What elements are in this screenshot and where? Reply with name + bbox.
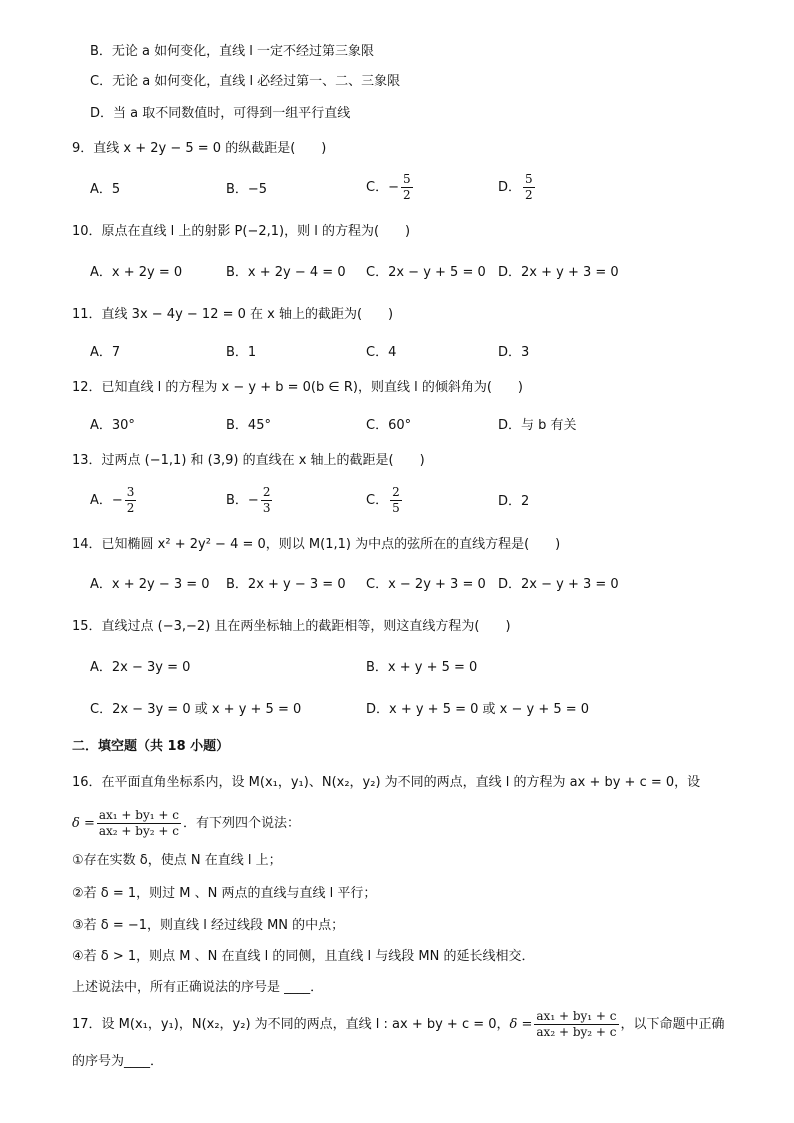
- q11-option-a: A．7: [90, 345, 121, 360]
- q13-option-c-fraction: [390, 485, 402, 516]
- q10-option-d: D．2x + y + 3 = 0: [498, 265, 619, 280]
- q16-delta-den: ax₂ + by₂ + c: [98, 824, 179, 838]
- q17-delta-den: ax₂ + by₂ + c: [536, 1025, 617, 1039]
- q13-b-den: 3: [262, 501, 271, 515]
- q11-stem: 11．直线 3x − 4y − 12 = 0 在 x 轴上的截距为( ): [72, 307, 394, 322]
- q13-option-a: [90, 485, 138, 516]
- q14-option-d: D．2x − y + 3 = 0: [498, 577, 619, 592]
- q17-delta-fraction: [534, 1009, 618, 1040]
- q13-a-num: 3: [126, 485, 135, 499]
- q10-stem: 10．原点在直线 l 上的射影 P(−2,1)，则 l 的方程为( ): [72, 224, 411, 239]
- q17-stem-a: 17．设 M(x₁，y₁)，N(x₂，y₂) 为不同的两点，直线 l : ax + by + c = 0，: [72, 1017, 510, 1032]
- q13-option-c: [366, 485, 404, 516]
- q9-stem: 9．直线 x + 2y − 5 = 0 的纵截距是( ): [72, 141, 327, 156]
- q17-stem: [72, 1009, 725, 1040]
- q9-option-a: A．5: [90, 182, 121, 197]
- q11-option-d: D．3: [498, 345, 530, 360]
- q16-statement-4: ④若 δ > 1，则点 M 、N 在直线 l 的同侧，且直线 l 与线段 MN 的延长线相交．: [72, 949, 535, 964]
- q9-option-c-label: C．−: [366, 180, 399, 195]
- q11-option-b: B．1: [226, 345, 257, 360]
- q15-option-b: B．x + y + 5 = 0: [366, 660, 478, 675]
- q8-option-c: C．无论 a 如何变化，直线 l 必经过第一、二、三象限: [90, 74, 401, 89]
- q12-option-d: D．与 b 有关: [498, 418, 577, 433]
- q13-a-den: 2: [126, 501, 135, 515]
- q10-option-a: A．x + 2y = 0: [90, 265, 183, 280]
- q16-delta-label: δ =: [72, 816, 95, 831]
- q13-option-a-fraction: [125, 485, 137, 516]
- q15-option-c: C．2x − 3y = 0 或 x + y + 5 = 0: [90, 702, 302, 717]
- q9-option-d-fraction: [523, 172, 535, 203]
- q16-statement-2: ②若 δ = 1，则过 M 、N 两点的直线与直线 l 平行；: [72, 886, 377, 901]
- q8-option-b: B．无论 a 如何变化，直线 l 一定不经过第三象限: [90, 44, 375, 59]
- q16-delta-def: [72, 808, 300, 839]
- q16-question: 上述说法中，所有正确说法的序号是 ____．: [72, 980, 324, 995]
- q12-option-a: A．30°: [90, 418, 135, 433]
- q13-option-b-fraction: [261, 485, 273, 516]
- q9-option-d-label: D．: [498, 180, 522, 195]
- q17-delta-num: ax₁ + by₁ + c: [536, 1009, 617, 1023]
- q12-stem: 12．已知直线 l 的方程为 x − y + b = 0(b ∈ R)，则直线 l 的倾斜角为( ): [72, 380, 523, 395]
- q9-option-d: [498, 172, 537, 203]
- q14-stem: 14．已知椭圆 x² + 2y² − 4 = 0，则以 M(1,1) 为中点的弦所在的直线方程是( ): [72, 537, 561, 552]
- q9-c-num: 5: [402, 172, 411, 186]
- q17-stem-b: ，以下命题中正确: [620, 1017, 725, 1032]
- q14-option-c: C．x − 2y + 3 = 0: [366, 577, 486, 592]
- q9-option-b: B．−5: [226, 182, 268, 197]
- q13-c-den: 5: [392, 501, 400, 515]
- q14-option-a: A．x + 2y − 3 = 0: [90, 577, 210, 592]
- q8-option-d: D．当 a 取不同数值时，可得到一组平行直线: [90, 106, 351, 121]
- q9-option-c: [366, 172, 415, 203]
- q13-option-c-label: C．: [366, 493, 389, 508]
- q16-delta-fraction: [97, 808, 181, 839]
- q15-stem: 15．直线过点 (−3,−2) 且在两坐标轴上的截距相等，则这直线方程为( ): [72, 619, 511, 634]
- q17-delta-label: δ =: [509, 1017, 533, 1032]
- q16-delta-num: ax₁ + by₁ + c: [98, 808, 179, 822]
- q13-b-num: 2: [262, 485, 271, 499]
- section-heading-fill-in: 二．填空题（共 18 小题）: [72, 739, 230, 754]
- q9-option-c-fraction: [401, 172, 413, 203]
- q16-after-delta: ．有下列四个说法：: [182, 816, 300, 831]
- q9-d-num: 5: [525, 172, 533, 186]
- q13-stem: 13．过两点 (−1,1) 和 (3,9) 的直线在 x 轴上的截距是( ): [72, 453, 425, 468]
- q9-c-den: 2: [402, 188, 411, 202]
- q15-option-a: A．2x − 3y = 0: [90, 660, 191, 675]
- q13-option-a-label: A．−: [90, 493, 123, 508]
- q14-option-b: B．2x + y − 3 = 0: [226, 577, 346, 592]
- q15-option-d: D．x + y + 5 = 0 或 x − y + 5 = 0: [366, 702, 590, 717]
- q10-option-c: C．2x − y + 5 = 0: [366, 265, 486, 280]
- q13-option-d: D．2: [498, 494, 530, 509]
- q13-option-b: [226, 485, 274, 516]
- q16-stem: 16．在平面直角坐标系内，设 M(x₁，y₁)、N(x₂，y₂) 为不同的两点，直线 l 的方程为 ax + by + c = 0，设: [72, 775, 701, 790]
- q12-option-b: B．45°: [226, 418, 271, 433]
- q17-stem-c: 的序号为____．: [72, 1054, 164, 1069]
- q11-option-c: C．4: [366, 345, 397, 360]
- q12-option-c: C．60°: [366, 418, 412, 433]
- q13-option-b-label: B．−: [226, 493, 259, 508]
- q13-c-num: 2: [392, 485, 400, 499]
- q9-d-den: 2: [525, 188, 533, 202]
- q10-option-b: B．x + 2y − 4 = 0: [226, 265, 346, 280]
- q16-statement-3: ③若 δ = −1，则直线 l 经过线段 MN 的中点；: [72, 918, 345, 933]
- q16-statement-1: ①存在实数 δ，使点 N 在直线 l 上；: [72, 853, 282, 868]
